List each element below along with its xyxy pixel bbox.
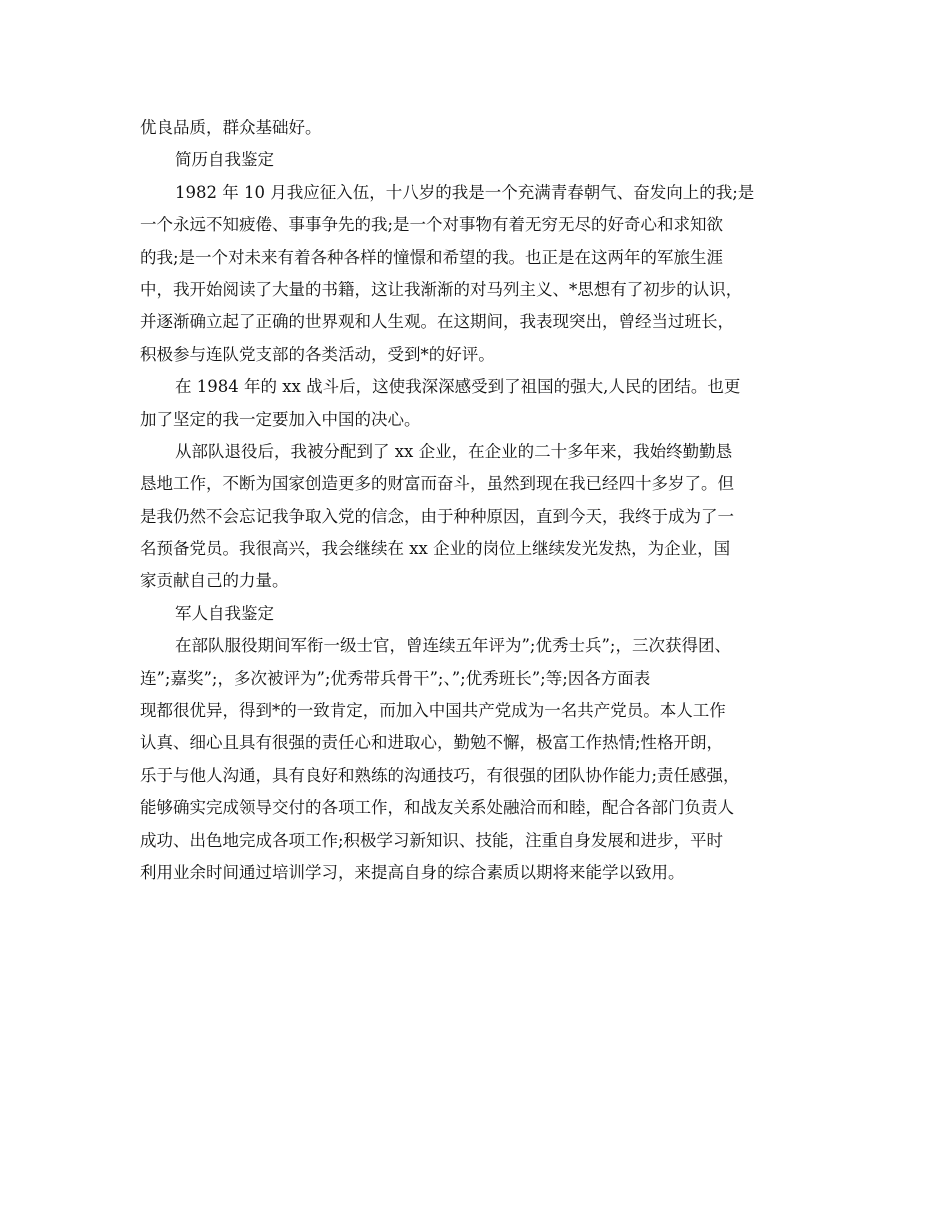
text-line: 1982 年 10 月我应征入伍，十八岁的我是一个充满青春朝气、奋发向上的我;是 bbox=[175, 182, 755, 202]
text-line: 中，我开始阅读了大量的书籍，这让我渐渐的对马列主义、*思想有了初步的认识， bbox=[140, 279, 743, 299]
section-heading-resume: 简历自我鉴定 bbox=[175, 150, 274, 170]
text-line: 在 1984 年的 xx 战斗后，这使我深深感受到了祖国的强大,人民的团结。也更 bbox=[175, 377, 741, 397]
text-line: 并逐渐确立起了正确的世界观和人生观。在这期间，我表现突出，曾经当过班长， bbox=[140, 312, 734, 332]
text-line: 成功、出色地完成各项工作;积极学习新知识、技能，注重自身发展和进步，平时 bbox=[140, 830, 724, 850]
text-line: 积极参与连队党支部的各类活动，受到*的好评。 bbox=[140, 344, 495, 364]
text-line: 能够确实完成领导交付的各项工作，和战友关系处融洽而和睦，配合各部门负责人 bbox=[140, 798, 734, 818]
text-line: 在部队服役期间军衔一级士官，曾连续五年评为”;优秀士兵”;，三次获得团、 bbox=[175, 636, 731, 656]
text-line: 的我;是一个对未来有着各种各样的憧憬和希望的我。也正是在这两年的军旅生涯 bbox=[140, 247, 724, 267]
text-line: 从部队退役后，我被分配到了 xx 企业，在企业的二十多年来，我始终勤勤恳 bbox=[175, 441, 733, 461]
text-line: 连”;嘉奖”;，多次被评为”;优秀带兵骨干”;、”;优秀班长”;等;因各方面表 bbox=[140, 668, 651, 688]
text-line: 加了坚定的我一定要加入中国的决心。 bbox=[140, 409, 421, 429]
text-line: 认真、细心且具有很强的责任心和进取心，勤勉不懈，极富工作热情;性格开朗， bbox=[140, 733, 724, 753]
section-heading-military: 军人自我鉴定 bbox=[175, 603, 274, 623]
text-line: 优良品质，群众基础好。 bbox=[140, 118, 322, 137]
text-line: 现都很优异，得到*的一致肯定，而加入中国共产党成为一名共产党员。本人工作 bbox=[140, 701, 726, 721]
text-line: 是我仍然不会忘记我争取入党的信念，由于种种原因，直到今天，我终于成为了一 bbox=[140, 506, 734, 526]
text-line: 乐于与他人沟通，具有良好和熟练的沟通技巧，有很强的团队协作能力;责任感强， bbox=[140, 765, 740, 785]
text-line: 家贡献自己的力量。 bbox=[140, 571, 289, 591]
text-line: 利用业余时间通过培训学习，来提高自身的综合素质以期将来能学以致用。 bbox=[140, 862, 685, 882]
text-line: 名预备党员。我很高兴，我会继续在 xx 企业的岗位上继续发光发热，为企业，国 bbox=[140, 539, 731, 559]
document-body bbox=[140, 112, 813, 889]
text-line: 恳地工作，不断为国家创造更多的财富而奋斗，虽然到现在我已经四十多岁了。但 bbox=[140, 474, 734, 494]
text-line: 一个永远不知疲倦、事事争先的我;是一个对事物有着无穷无尽的好奇心和求知欲 bbox=[140, 215, 724, 235]
